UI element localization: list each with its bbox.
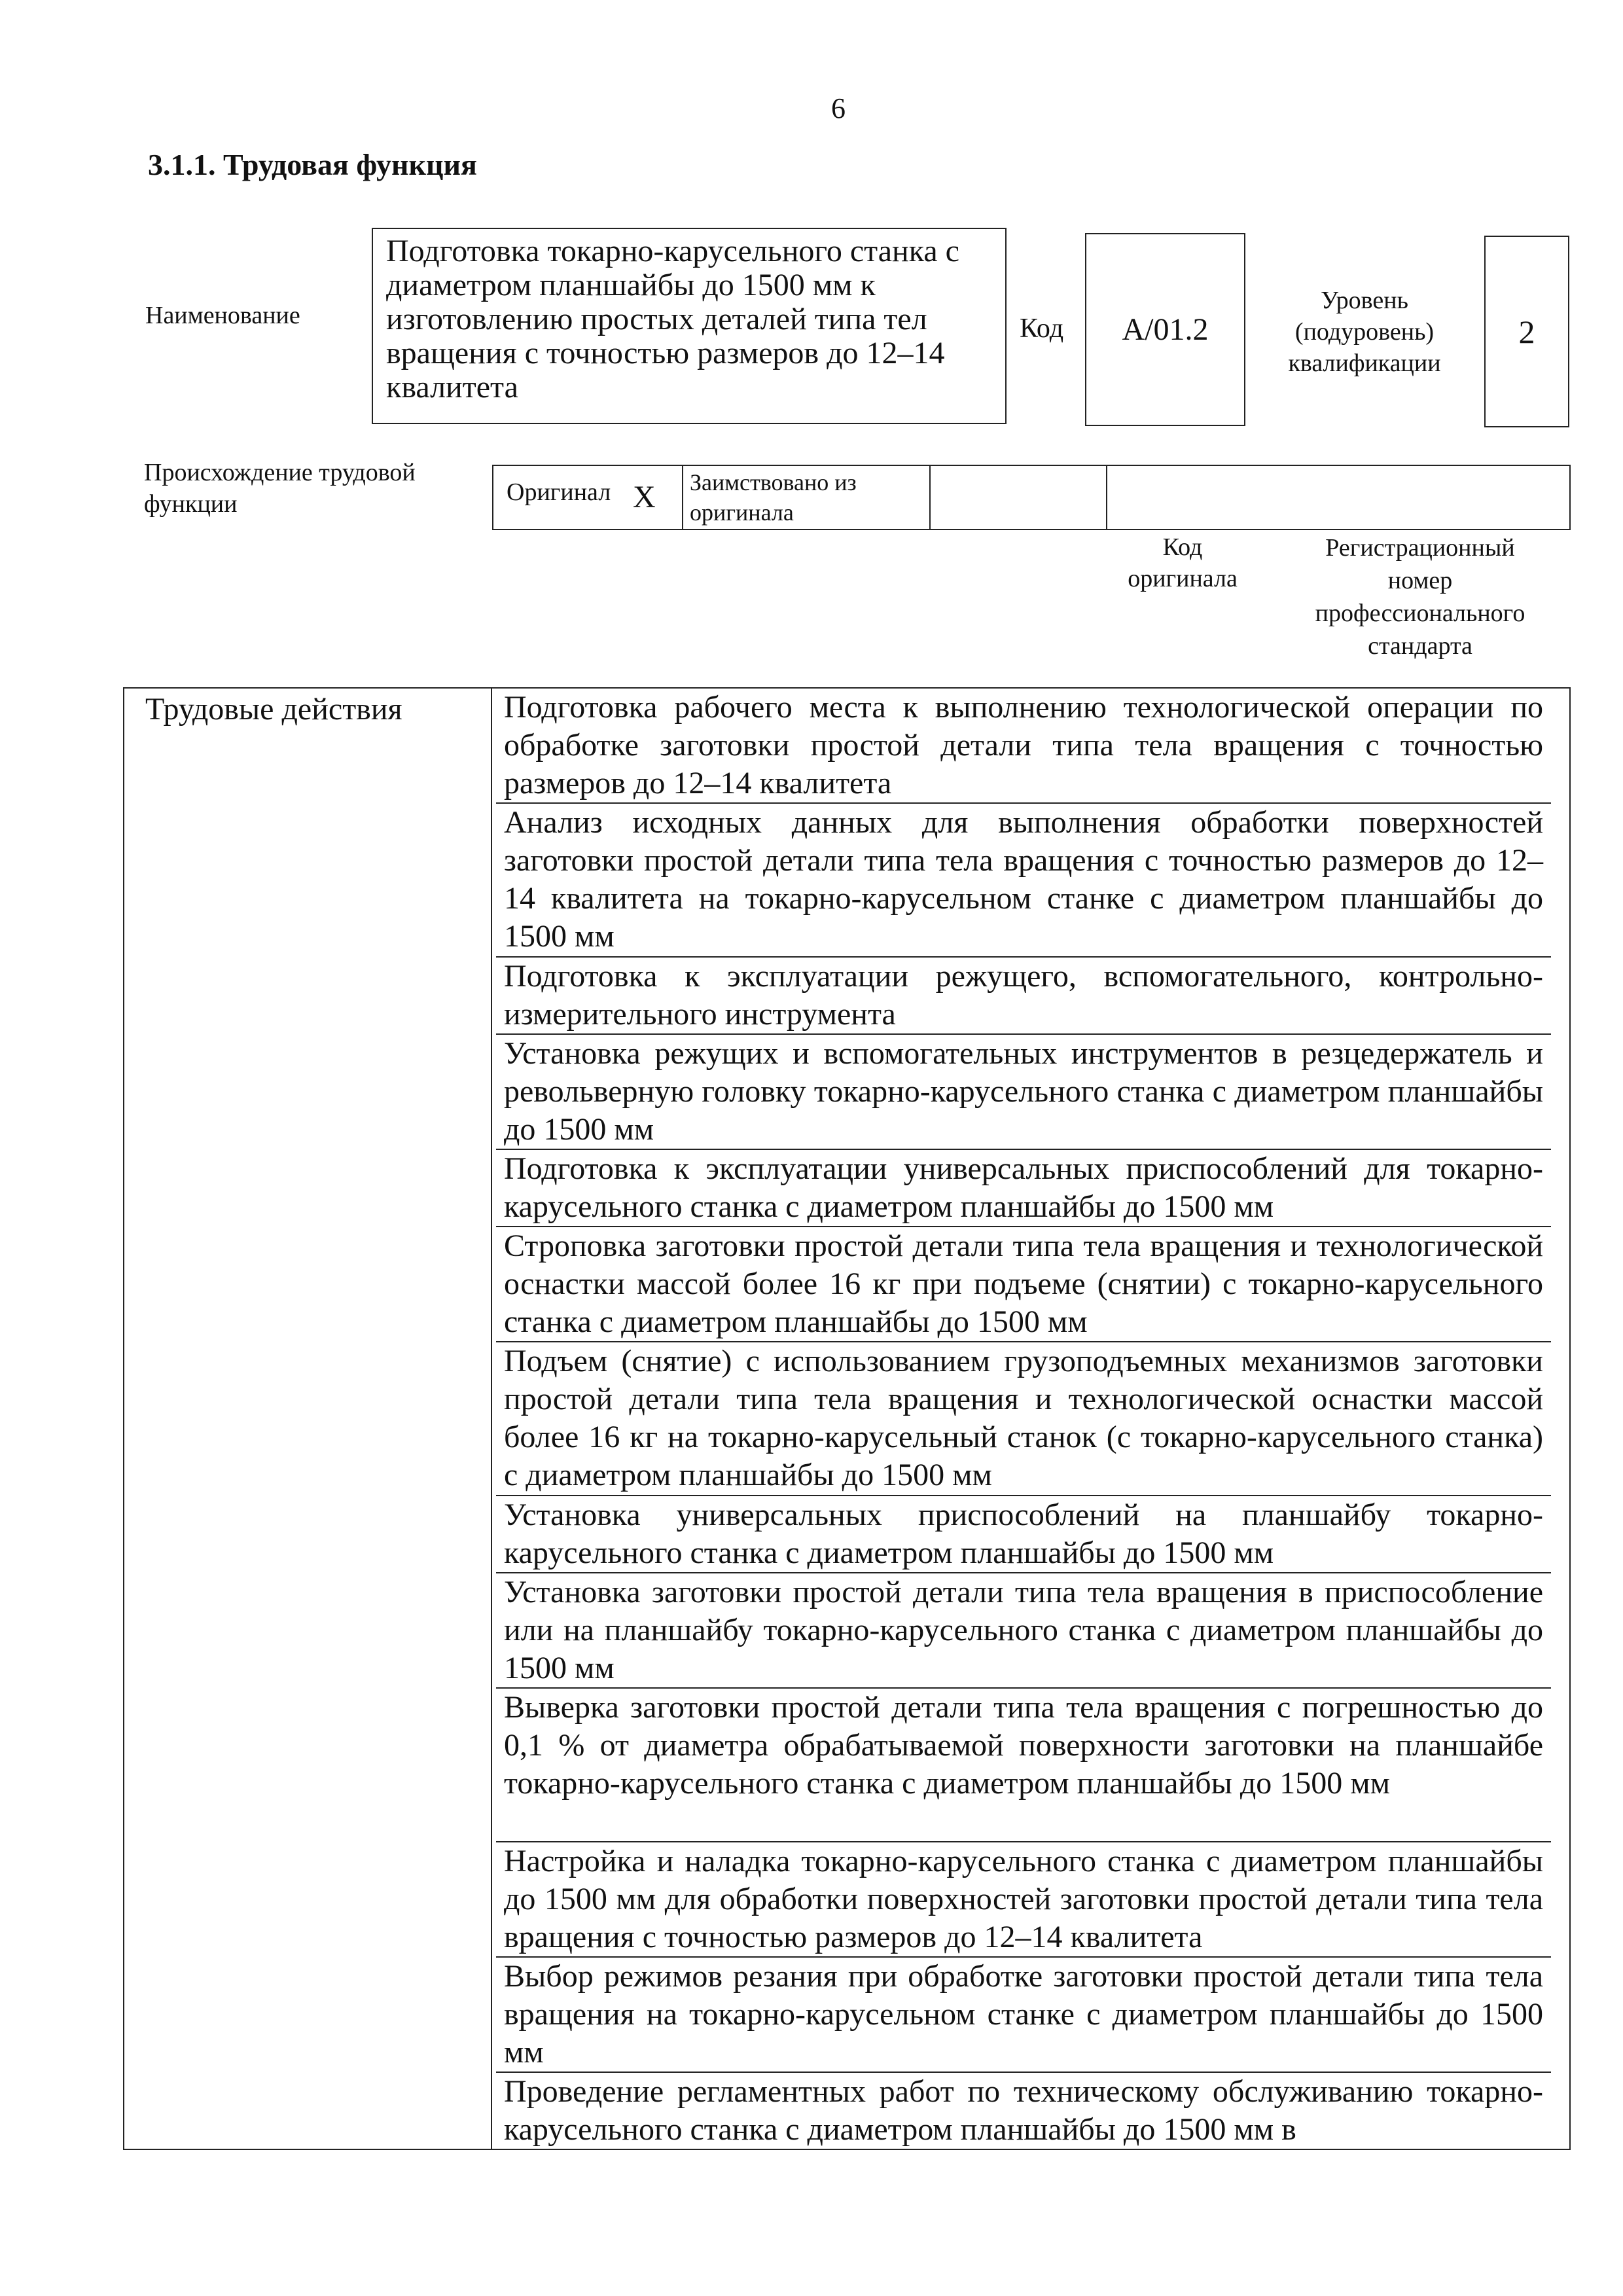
- original-mark: X: [621, 466, 683, 529]
- origin-label: Происхождение трудовой функции: [144, 459, 416, 518]
- list-item: Установка режущих и вспомогательных инструментов в резцедержатель и револьверную головку токарно-карусельного станка с диаметром планшайбы до 1500 мм: [496, 1035, 1551, 1150]
- list-item: Проведение регламентных работ по техническому обслуживанию токарно-карусельного станка с диаметром планшайбы до 1500 мм в: [504, 2074, 1543, 2147]
- list-item: Выбор режимов резания при обработке заготовки простой детали типа тела вращения на токарно-карусельном станке с диаметром планшайбы до 1500 мм: [496, 1958, 1551, 2073]
- list-item: Выверка заготовки простой детали типа тела вращения с погрешностью до 0,1 % от диаметра обрабатываемой поверхности заготовки на планшайбе токарно-карусельного станка с диаметром планшайбы до 1500 мм: [496, 1689, 1551, 1842]
- borrowed-label: Заимствовано из оригинала: [683, 466, 931, 529]
- function-name-box: [372, 228, 1007, 424]
- list-item: Подготовка к эксплуатации режущего, вспомогательного, контрольно-измерительного инструмента: [496, 958, 1551, 1035]
- qualification-level-label: Уровень (подуровень) квалификации: [1288, 287, 1441, 377]
- list-item: Подготовка рабочего места к выполнению технологической операции по обработке заготовки простой детали типа тела вращения с точностью размеров до 12–14 квалитета: [496, 689, 1551, 804]
- name-label: Наименование: [145, 302, 300, 329]
- reg-number-caption: Регистрационный номер профессионального стандарта: [1315, 534, 1525, 660]
- original-label: Оригинал: [507, 478, 611, 506]
- labor-actions-list: [496, 689, 1551, 2150]
- code-label: Код: [1020, 314, 1064, 344]
- reg-number-cell: [1107, 466, 1569, 529]
- qualification-level-box: [1484, 236, 1569, 427]
- list-item: Установка универсальных приспособлений на планшайбу токарно-карусельного станка с диаметром планшайбы до 1500 мм: [496, 1496, 1551, 1573]
- list-item: Настройка и наладка токарно-карусельного станка с диаметром планшайбы до 1500 мм для обработки поверхностей заготовки простой детали типа тела вращения с точностью размеров до 12–14 квалитета: [496, 1842, 1551, 1958]
- list-item: Анализ исходных данных для выполнения обработки поверхностей заготовки простой детали типа тела вращения с точностью размеров до 12–14 квалитета на токарно-карусельном станке с диаметром планшайбы до 1500 мм: [496, 804, 1551, 958]
- original-code-caption: Код оригинала: [1128, 533, 1238, 592]
- qualification-level-value: 2: [1518, 313, 1535, 350]
- list-item: Строповка заготовки простой детали типа тела вращения и технологической оснастки массой более 16 кг при подъеме (снятии) с токарно-карусельного станка с диаметром планшайбы до 1500 мм: [496, 1227, 1551, 1342]
- code-box: [1085, 233, 1245, 426]
- list-item: Подъем (снятие) с использованием грузоподъемных механизмов заготовки простой детали типа тела вращения и технологической оснастки массой более 16 кг на токарно-карусельный станок (с токарно-карусельного станка) с диаметром планшайбы до 1500 мм: [496, 1342, 1551, 1496]
- page-number: 6: [831, 92, 846, 124]
- function-name-value: Подготовка токарно-карусельного станка с диаметром планшайбы до 1500 мм к изготовлению простых деталей типа тел вращения с точностью размеров до 12–14 квалитета: [386, 234, 959, 404]
- labor-actions-table: [123, 687, 1571, 2150]
- list-item: Подготовка к эксплуатации универсальных приспособлений для токарно-карусельного станка с диаметром планшайбы до 1500 мм: [496, 1150, 1551, 1227]
- list-item: Установка заготовки простой детали типа тела вращения в приспособление или на планшайбу токарно-карусельного станка с диаметром планшайбы до 1500 мм: [496, 1573, 1551, 1689]
- column-divider: [491, 689, 492, 2149]
- labor-actions-header: Трудовые действия: [145, 692, 402, 726]
- section-title: 3.1.1. Трудовая функция: [148, 148, 477, 181]
- code-value: А/01.2: [1122, 312, 1209, 347]
- original-code-cell: [931, 466, 1107, 529]
- origin-table: [492, 465, 1571, 530]
